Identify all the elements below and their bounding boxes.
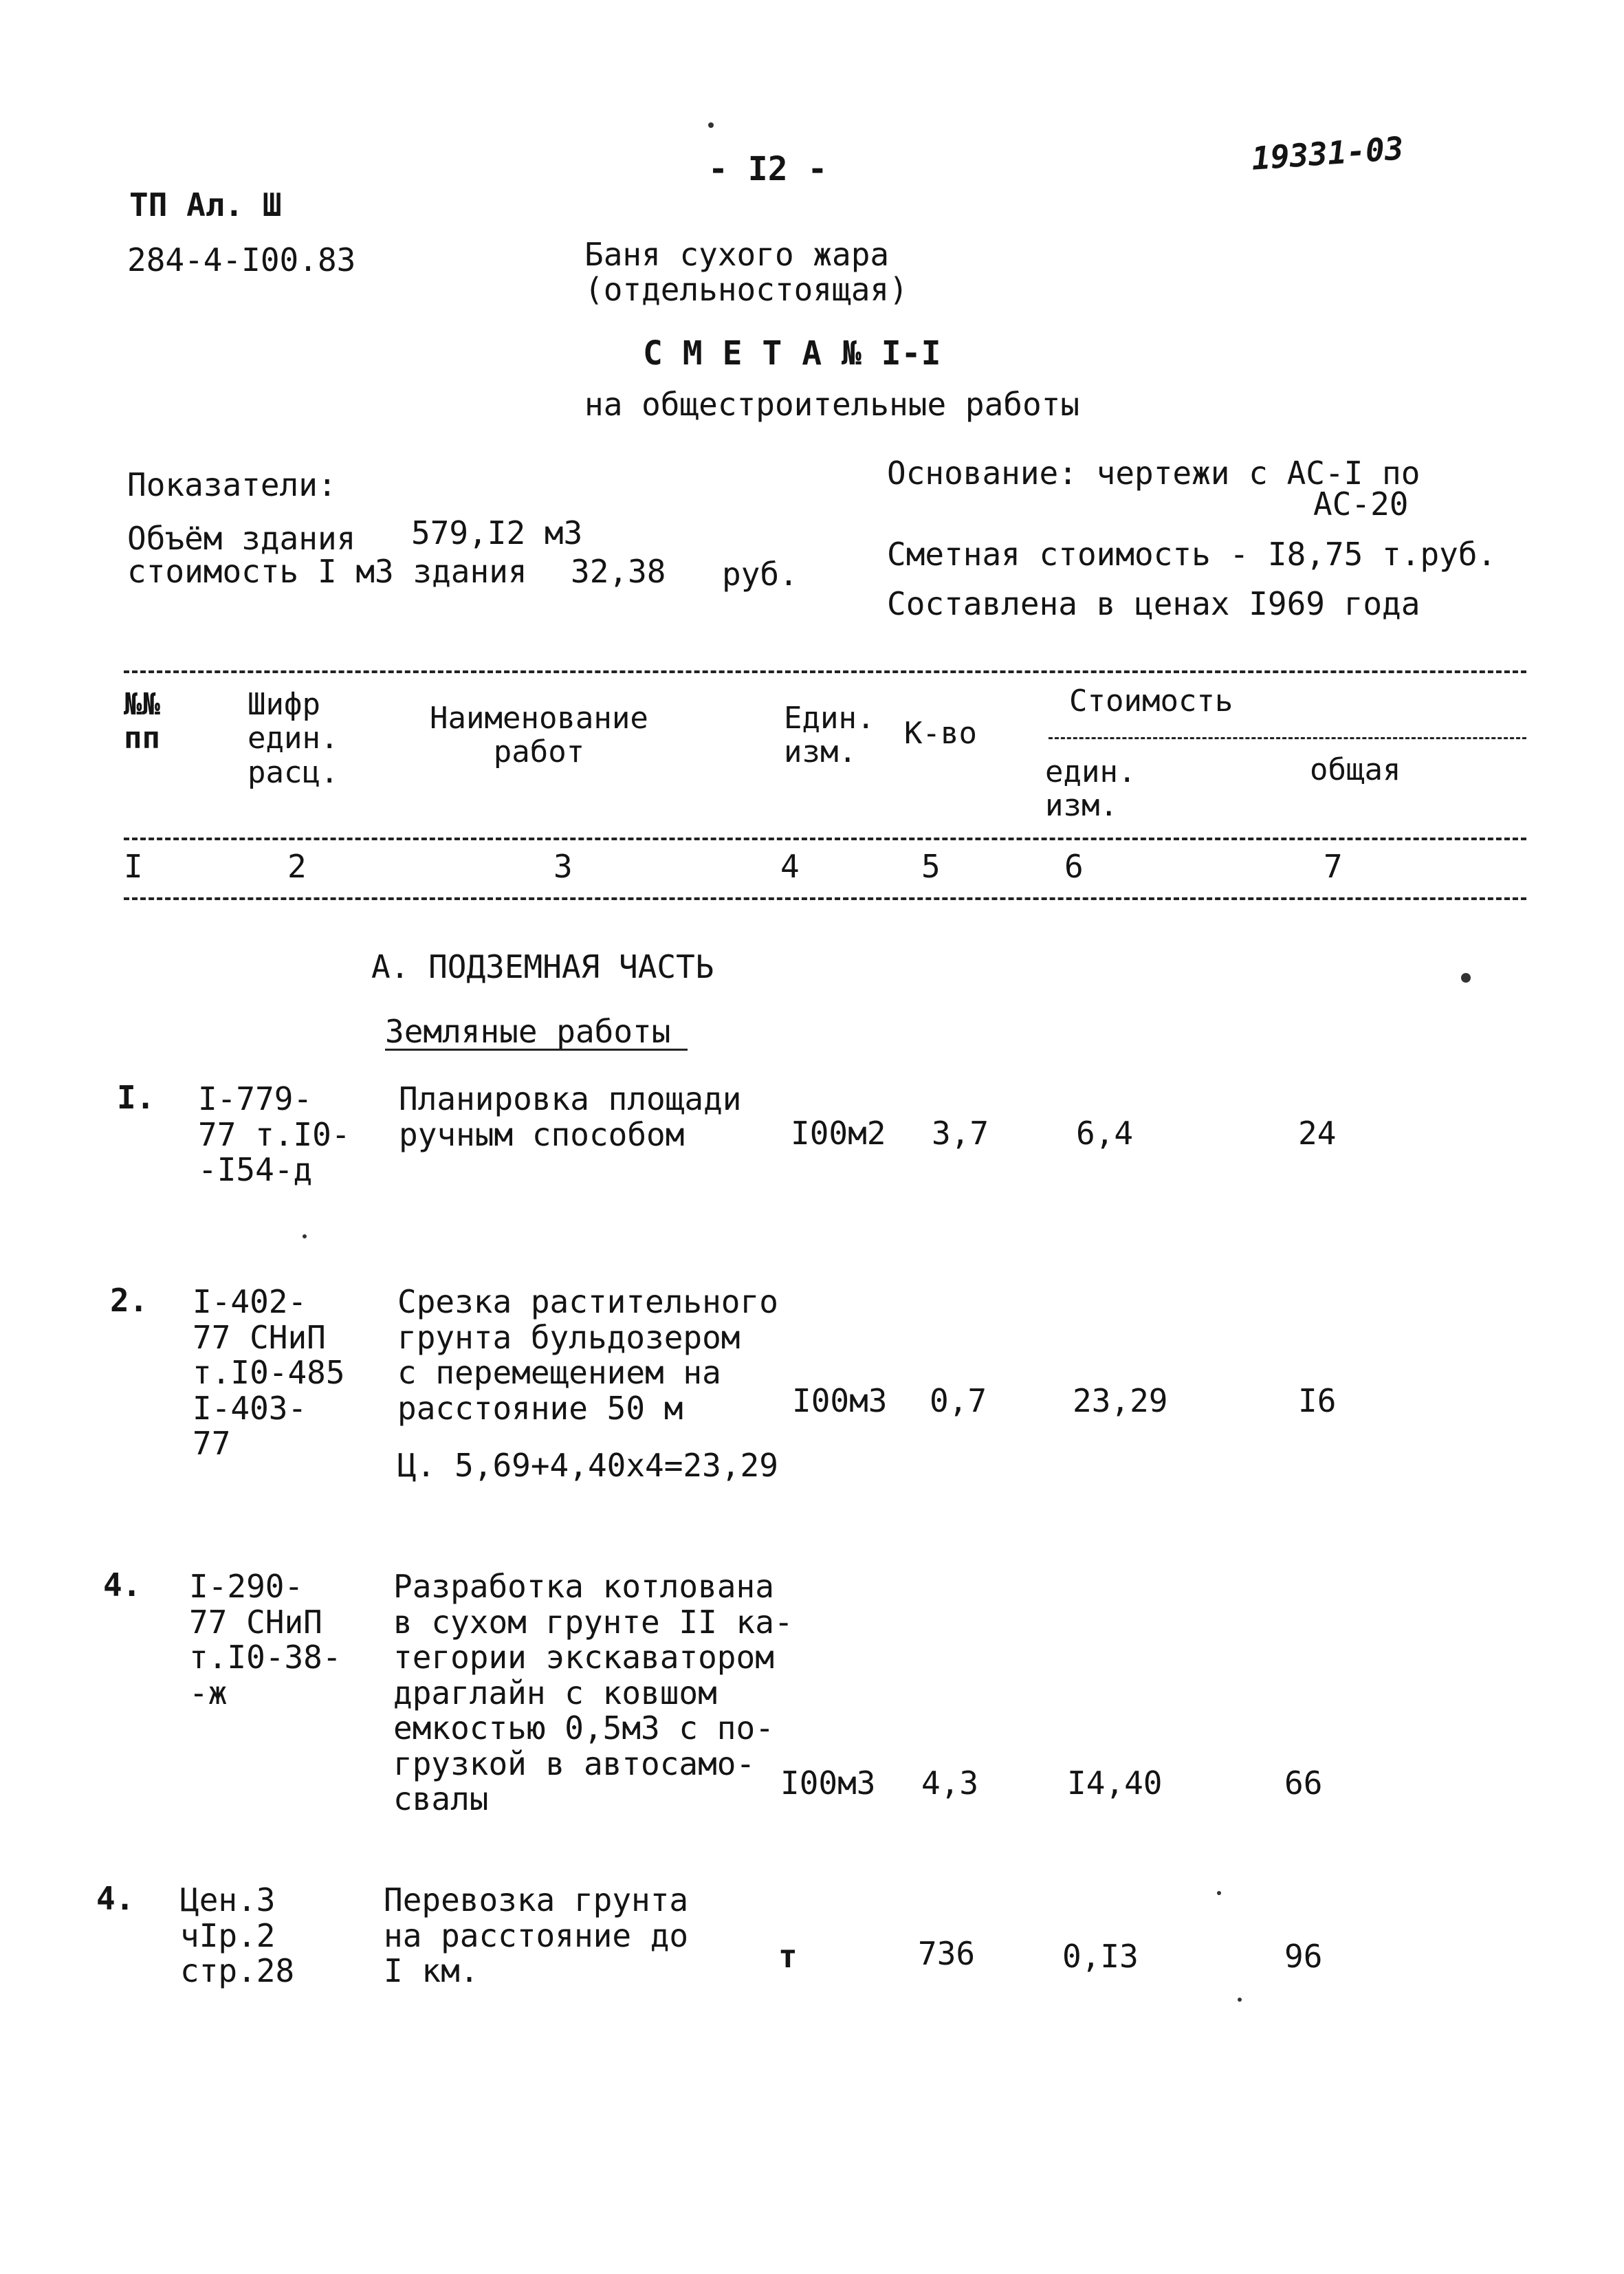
row-unit-cost: I4,40 (1067, 1764, 1163, 1802)
subsection-underline (385, 1049, 688, 1051)
table-top-rule (124, 670, 1526, 673)
unit-cost-label: стоимость I м3 здания (127, 553, 527, 590)
scan-speck (1217, 1891, 1221, 1895)
scan-speck (708, 122, 714, 128)
row-number: I. (117, 1079, 155, 1116)
scan-speck (1461, 973, 1471, 983)
row-unit-cost: 6,4 (1076, 1115, 1134, 1152)
column-number: 6 (1064, 848, 1084, 885)
row-unit: I00м3 (792, 1382, 888, 1419)
row-name: Срезка растительного грунта бульдозером с перемещением на расстояние 50 м (397, 1283, 778, 1427)
row-name: Разработка котлована в сухом грунте II ка- тегории экскаватором драглайн с ковшом емкостью 0,5м3 с по- грузкой в автосамо- свалы (393, 1568, 793, 1818)
doc-type: ТП Ал. Ш (129, 186, 282, 223)
estimated-cost: Сметная стоимость - I8,75 т.руб. (887, 536, 1497, 573)
indicators-label: Показатели: (127, 466, 337, 503)
basis-line: Основание: чертежи с АС-I по (887, 455, 1420, 492)
header-unit: Един. изм. (784, 701, 875, 770)
row-number: 2. (110, 1282, 149, 1319)
row-qty: 736 (918, 1935, 976, 1972)
building-name: Баня сухого жара (584, 236, 890, 273)
page-number: - I2 - (708, 150, 828, 188)
row-qty: 0,7 (930, 1382, 987, 1419)
header-bottom-rule (124, 838, 1526, 840)
column-number: I (124, 848, 143, 885)
inventory-number: 19331-03 (1250, 129, 1405, 177)
building-volume-label: Объём здания (127, 520, 356, 557)
unit-cost-currency: руб. (722, 556, 798, 593)
header-code: Шифр един. расц. (248, 687, 339, 790)
row-number: 4. (103, 1566, 142, 1604)
column-number: 3 (553, 848, 573, 885)
column-number: 5 (921, 848, 941, 885)
cost-divider-rule (1049, 737, 1526, 739)
row-code: I-779- 77 т.I0- -I54-д (198, 1080, 351, 1189)
header-cost-unit: един. изм. (1045, 754, 1137, 824)
row-number: 4. (96, 1880, 135, 1917)
row-total: 96 (1284, 1938, 1323, 1975)
row-total: 24 (1298, 1115, 1337, 1152)
row-code: I-290- 77 СНиП т.I0-38- -ж (189, 1568, 342, 1712)
row-unit: I00м2 (791, 1115, 886, 1152)
subsection-title: Земляные работы (385, 1013, 671, 1050)
section-title: А. ПОДЗЕМНАЯ ЧАСТЬ (371, 948, 714, 985)
row-unit: I00м3 (780, 1764, 876, 1802)
row-total: I6 (1298, 1382, 1337, 1419)
row-name: Перевозка грунта на расстояние до I км. (384, 1881, 689, 1990)
column-number: 4 (780, 848, 800, 885)
basis-line-continued: АС-20 (1313, 485, 1409, 523)
row-code: Цен.3 чIр.2 стр.28 (180, 1881, 295, 1990)
header-num: №№ пп (124, 687, 160, 756)
row-price-note: Ц. 5,69+4,40х4=23,29 (397, 1447, 778, 1484)
header-cost-total: общая (1310, 752, 1401, 787)
unit-cost-value: 32,38 (571, 553, 666, 590)
numbers-bottom-rule (124, 897, 1526, 900)
estimate-subtitle: на общестроительные работы (584, 386, 1080, 423)
column-number: 2 (287, 848, 307, 885)
row-unit: т (778, 1938, 798, 1975)
scan-speck (303, 1234, 307, 1238)
row-unit-cost: 23,29 (1073, 1382, 1168, 1419)
row-qty: 3,7 (932, 1115, 989, 1152)
row-name: Планировка площади ручным способом (399, 1080, 742, 1153)
building-volume-value: 579,I2 м3 (411, 514, 583, 551)
building-type: (отдельностоящая) (584, 271, 908, 308)
row-qty: 4,3 (921, 1764, 979, 1802)
project-code: 284-4-I00.83 (127, 241, 356, 278)
row-total: 66 (1284, 1764, 1323, 1802)
header-cost: Стоимость (1069, 684, 1233, 719)
header-name: Наименование работ (430, 701, 648, 770)
row-unit-cost: 0,I3 (1062, 1938, 1139, 1975)
header-qty: К-во (904, 716, 977, 751)
row-code: I-402- 77 СНиП т.I0-485 I-403- 77 (193, 1283, 345, 1463)
column-number: 7 (1324, 848, 1343, 885)
price-level: Составлена в ценах I969 года (887, 585, 1420, 622)
estimate-title: С М Е Т А № I-I (643, 334, 941, 373)
scan-speck (1238, 1998, 1242, 2002)
